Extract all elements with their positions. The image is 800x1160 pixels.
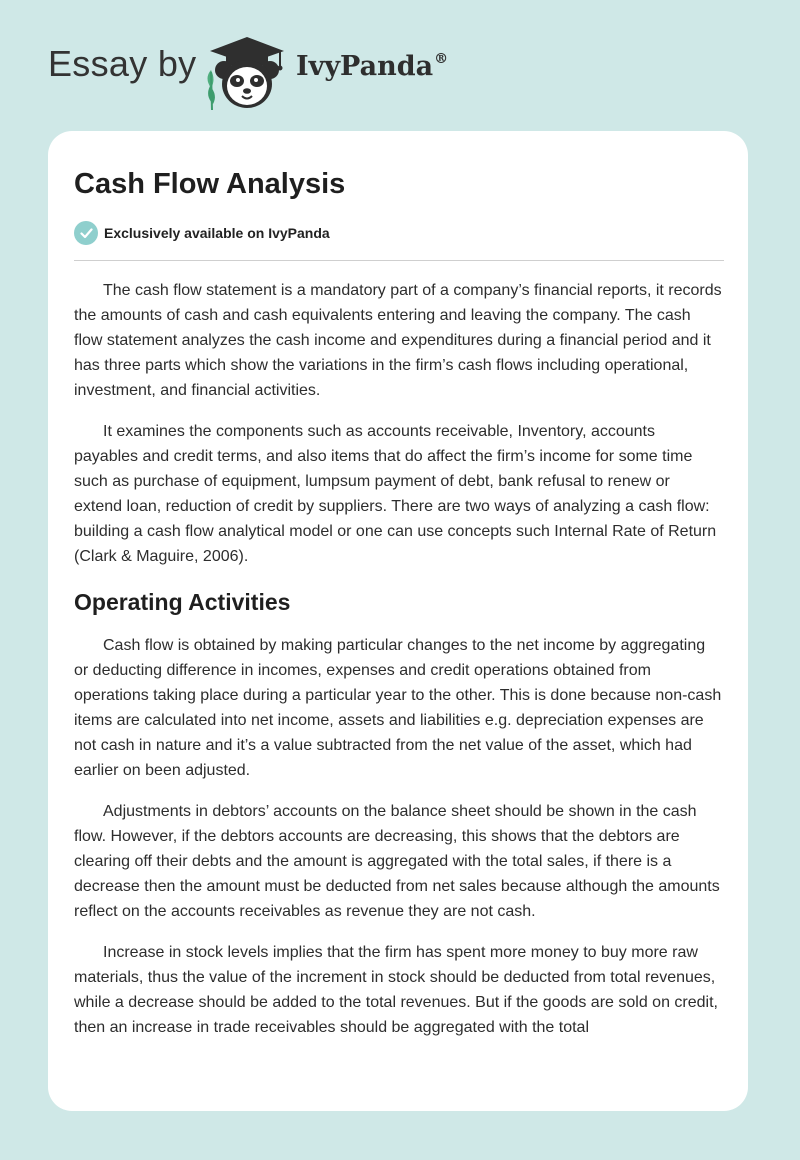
article-title: Cash Flow Analysis <box>74 168 346 200</box>
exclusive-label: Exclusively available on IvyPanda <box>104 225 330 242</box>
brand-name-text: IvyPanda <box>296 51 434 82</box>
paragraph: Increase in stock levels implies that the firm has spent more money to buy more raw materials, thus the value of the increment in stock should be deducted from total revenues, while a decrease should be added to the total revenues. But if the goods are sold on credit, then an increase in trade receivables should be aggregated with the total <box>74 943 718 1036</box>
paragraph: Adjustments in debtors’ accounts on the balance sheet should be shown in the cash flow. However, if the debtors accounts are decreasing, this shows that the debtors are clearing off their debts and the amount is aggregated with the total sales, if there is a decrease then the amount must be deducted from net sales because although the amounts reflect on the accounts receivables as revenue they are not cash. <box>74 802 720 920</box>
title-divider <box>74 260 724 261</box>
brand-name[interactable] <box>296 52 448 80</box>
panda-graduate-icon[interactable] <box>202 34 292 112</box>
section-heading: Operating Activities <box>74 589 291 616</box>
check-circle-icon <box>74 221 98 245</box>
exclusive-notice <box>74 221 722 245</box>
site-header <box>0 0 800 130</box>
paragraph: It examines the components such as accounts receivable, Inventory, accounts payables and credit terms, and also items that do affect the firm’s income for some time such as purchase of equipment, lumpsum payment of debt, bank refusal to renew or extend loan, reduction of credit by suppliers. There are two ways of analyzing a cash flow: building a cash flow analytical model or one can use concepts such Internal Rate of Return (Clark & Maguire, 2006). <box>74 423 717 566</box>
article-body <box>74 278 722 1039</box>
article-card <box>48 131 748 1111</box>
brand-prefix: Essay by <box>48 43 197 84</box>
registered-mark: ® <box>434 51 449 67</box>
paragraph: The cash flow statement is a mandatory part of a company’s financial reports, it records the amounts of cash and cash equivalents entering and leaving the company. The cash flow statement analyzes the cash income and expenditures during a financial period and it has three parts which show the variations in the firm’s cash flows including operational, investment, and financial activities. <box>74 282 722 400</box>
paragraph: Cash flow is obtained by making particular changes to the net income by aggregating or deducting difference in incomes, expenses and credit operations obtained from operations taking place during a particular year to the other. This is done because non-cash items are calculated into net income, assets and liabilities e.g. depreciation expenses are not cash in nature and it’s a value subtracted from the net value of the asset, which had earlier on been adjusted. <box>74 636 722 779</box>
